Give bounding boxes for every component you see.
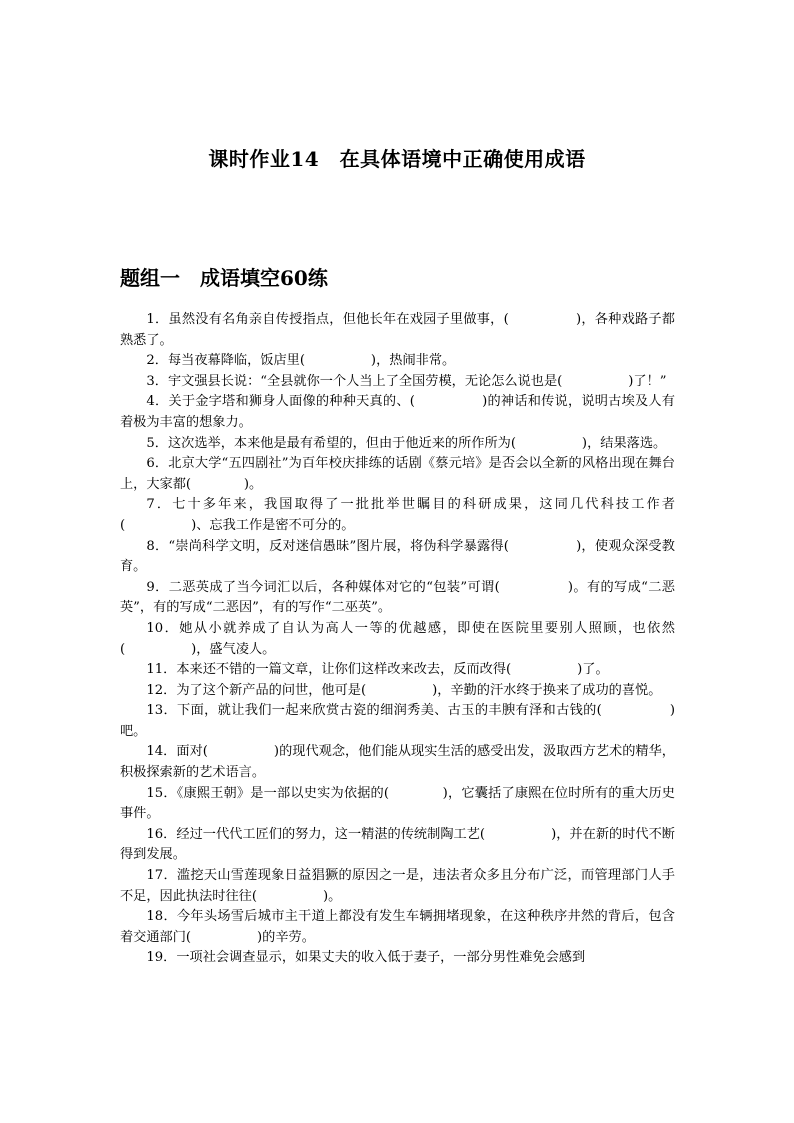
question-item: 3．宇文强县长说：“全县就你一个人当上了全国劳模，无论怎么说也是( )了！” — [146, 373, 667, 389]
question-item: 10．她从小就养成了自认为高人一等的优越感，即使在医院里要别人照顾，也依然( )，盛气凌人。 — [120, 620, 675, 657]
question-item: 2．每当夜幕降临，饭店里( )，热闹非常。 — [146, 353, 456, 369]
question-list — [120, 310, 675, 969]
question-item: 11．本来还不错的一篇文章，让你们这样改来改去，反而改得( )了。 — [146, 662, 609, 678]
question-item: 18．今年头场雪后城市主干道上都没有发生车辆拥堵现象，在这种秩序井然的背后，包含着交通部门( )的辛劳。 — [120, 909, 675, 945]
question-item: 16．经过一代代工匠们的努力，这一精湛的传统制陶工艺( )，并在新的时代不断得到发展。 — [120, 826, 675, 863]
question-item: 14．面对( )的现代观念，他们能从现实生活的感受出发，汲取西方艺术的精华，积极探索新的艺术语言。 — [120, 744, 675, 781]
page-title: 课时作业14 在具体语境中正确使用成语 — [208, 147, 586, 171]
question-item: 15．《康熙王朝》是一部以史实为依据的( )，它囊括了康熙在位时所有的重大历史事件。 — [120, 785, 675, 822]
question-item: 13．下面，就让我们一起来欣赏古瓷的细润秀美、古玉的丰腴有泽和古钱的( )吧。 — [120, 703, 675, 739]
question-item: 7．七十多年来，我国取得了一批批举世瞩目的科研成果，这同几代科技工作者( )、忘我工作是密不可分的。 — [120, 497, 675, 533]
question-item: 4．关于金字塔和狮身人面像的种种天真的、( )的神话和传说，说明古埃及人有着极为丰富的想象力。 — [120, 394, 675, 430]
question-item: 5．这次选举，本来他是最有希望的，但由于他近来的所作所为( )，结果落选。 — [146, 435, 667, 451]
question-item: 12．为了这个新产品的问世，他可是( )，辛勤的汗水终于换来了成功的喜悦。 — [146, 682, 662, 698]
section-heading: 题组一 成语填空60练 — [120, 266, 328, 290]
question-item: 19．一项社会调查显示，如果丈夫的收入低于妻子，一部分男性难免会感到 — [146, 950, 586, 966]
question-item: 6．北京大学“五四剧社”为百年校庆排练的话剧《蔡元培》是否会以全新的风格出现在舞台上，大家都( )。 — [120, 456, 675, 492]
question-item: 1．虽然没有名角亲自传授指点，但他长年在戏园子里做事，( )，各种戏路子都熟悉了。 — [120, 312, 675, 348]
question-item: 9．二恶英成了当今词汇以后，各种媒体对它的“包装”可谓( )。有的写成“二恶英”，有的写成“二恶因”，有的写作“二巫英”。 — [120, 579, 675, 616]
question-item: 8．“崇尚科学文明，反对迷信愚昧”图片展，将伪科学暴露得( )，使观众深受教育。 — [120, 538, 675, 575]
question-item: 17．滥挖天山雪莲现象日益猖獗的原因之一是，违法者众多且分布广泛，而管理部门人手不足，因此执法时往往( )。 — [120, 868, 675, 904]
